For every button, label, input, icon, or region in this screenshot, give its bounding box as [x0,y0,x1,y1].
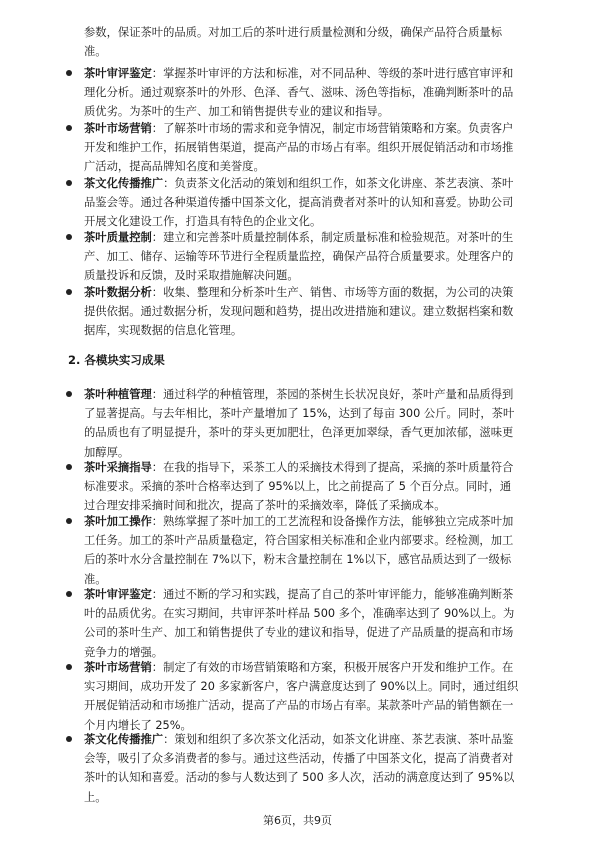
item-text [84,119,562,177]
item-title: 茶叶市场营销 [84,122,152,135]
text-line: 会等，吸引了众多消费者的参与。通过这些活动，传播了中国茶文化，提高了消费者对 [84,752,514,766]
text-line: 了显著提高。与去年相比，茶叶产量增加了 15%，达到了每亩 300 公斤。同时，茶叶 [84,407,515,421]
text-line: 过合理安排采摘时间和批次，提高了茶叶的采摘效率，降低了采摘成本。 [84,499,446,513]
text-line: 标准要求。采摘的茶叶合格率达到了 95%以上，比之前提高了 5 个百分点。同时，通 [84,480,512,494]
text-line: 据库，实现数据的信息化管理。 [84,324,243,338]
item-text [84,585,562,662]
bullet-dot-icon [66,518,72,524]
item-separator: ： [151,286,164,299]
item-text [84,228,562,286]
item-separator: ： [151,231,164,244]
item-separator: ： [151,588,164,601]
bullet-item-processing [57,512,562,589]
item-separator: ： [163,733,175,746]
item-title: 茶叶审评鉴定 [84,588,152,601]
item-title: 茶文化传播推广 [84,177,164,190]
text-line: 的品质也有了明显提升，茶叶的芽头更加肥壮，色泽更加翠绿，香气更加浓郁，滋味更 [84,426,514,440]
text-line: 制定了有效的市场营销策略和方案，积极开展客户开发和维护工作。在 [163,661,514,674]
bullet-item-quality [57,228,562,286]
text-line: 叶的品质优劣。在实习期间，共审评茶叶样品 500 多个，准确率达到了 90%以上。为 [84,607,515,621]
text-line: 竞争力的增强。 [84,645,164,659]
bullet-dot-icon [66,125,72,131]
bullet-item-sales [57,658,562,735]
text-line: 建立和完善茶叶质量控制体系，制定质量标准和检验规范。对茶叶的生 [163,231,514,244]
bullet-item-picking [57,458,562,516]
item-separator: ： [151,515,164,528]
item-title: 茶叶采摘指导 [84,461,152,474]
item-title: 茶叶质量控制 [84,231,152,244]
text-line: 开展文化建设工作，打造具有特色的企业文化。 [84,215,322,229]
bullet-item-data [57,283,562,341]
text-line: 后的茶叶水分含量控制在 7%以下，粉末含量控制在 1%以下，感官品质达到了一级标 [84,553,512,567]
text-line: 个月内增长了 25%。 [84,718,192,732]
text-line: 加醇厚。 [84,445,130,459]
item-separator: ： [151,661,164,674]
item-text [84,64,562,122]
text-line: 质量投诉和反馈，及时采取措施解决问题。 [84,269,299,283]
text-line: 公司的茶叶生产、加工和销售提供了专业的建议和指导，促进了产品质量的提高和市场 [84,626,514,640]
text-line: 策划和组织了多次茶文化活动，如茶文化讲座、茶艺表演、茶叶品鉴 [174,733,514,746]
item-text [84,512,562,589]
page-number: 第6页，共9页 [263,814,332,827]
item-text [84,730,562,807]
bullet-dot-icon [66,464,72,470]
text-line: 产、加工、储存、运输等环节进行全程质量监控，确保产品符合质量要求。处理客户的 [84,250,514,264]
text-line: 在我的指导下，采茶工人的采摘技术得到了提高，采摘的茶叶质量符合 [163,461,514,474]
item-title: 茶叶加工操作 [84,515,152,528]
item-text [84,385,562,462]
bullet-item-evaluation [57,585,562,662]
bullet-dot-icon [66,234,72,240]
text-line: 质优劣。为茶叶的生产、加工和销售提供专业的建议和指导。 [84,105,390,119]
text-line: 工任务。加工的茶叶产品质量稳定，符合国家相关标准和企业内部要求。经检测，加工 [84,534,514,548]
text-line: 理化分析。通过观察茶叶的外形、色泽、香气、滋味、汤色等指标，准确判断茶叶的品 [84,86,514,100]
text-line: 茶叶的认知和喜爱。活动的参与人数达到了 500 多人次，活动的满意度达到了 95%以 [84,771,515,785]
bullet-dot-icon [66,391,72,397]
item-separator: ： [151,122,164,135]
item-title: 茶文化传播推广 [84,733,164,746]
text-line: 负责茶文化活动的策划和组织工作，如茶文化讲座、茶艺表演、茶叶 [174,177,514,190]
text-line: 品鉴会等。通过各种渠道传播中国茶文化，提高消费者对茶叶的认知和喜爱。协助公司 [84,196,514,210]
continuation-paragraph [84,23,562,61]
item-title: 茶叶数据分析 [84,286,152,299]
bullet-dot-icon [66,70,72,76]
bullet-item-promotion [57,730,562,807]
text-line: 开发和维护工作，拓展销售渠道，提高产品的市场占有率。组织开展促销活动和市场推 [84,141,514,155]
bullet-dot-icon [66,591,72,597]
text-line: 掌握茶叶审评的方法和标准，对不同品种、等级的茶叶进行感官审评和 [163,67,514,80]
text-line: 实习期间，成功开发了 20 多家新客户，客户满意度达到了 90%以上。同时，通过组织 [84,680,519,694]
text-line: 收集、整理和分析茶叶生产、销售、市场等方面的数据，为公司的决策 [163,286,514,299]
text-line: 上。 [84,790,107,804]
text-line: 了解茶叶市场的需求和竞争情况，制定市场营销策略和方案。负责客户 [163,122,514,135]
item-separator: ： [151,388,164,401]
bullet-dot-icon [66,664,72,670]
text-line: 提供依据。通过数据分析，发现问题和趋势，提出改进措施和建议。建立数据档案和数 [84,305,514,319]
item-separator: ： [151,461,164,474]
item-separator: ： [163,177,175,190]
text-line: 通过不断的学习和实践，提高了自己的茶叶审评能力，能够准确判断茶 [163,588,514,601]
bullet-item-review [57,64,562,122]
item-text [84,658,562,735]
item-text [84,174,562,232]
bullet-item-culture [57,174,562,232]
item-text [84,283,562,341]
bullet-item-marketing [57,119,562,177]
text-line: 通过科学的种植管理，茶园的茶树生长状况良好，茶叶产量和品质得到 [163,388,514,401]
text-line: 广活动，提高品牌知名度和美誉度。 [84,160,265,174]
text-line: 熟练掌握了茶叶加工的工艺流程和设备操作方法，能够独立完成茶叶加 [163,515,514,528]
item-separator: ： [151,67,164,80]
bullet-dot-icon [66,289,72,295]
item-title: 茶叶种植管理 [84,388,152,401]
text-line: 准。 [84,45,107,59]
item-title: 茶叶市场营销 [84,661,152,674]
text-line: 参数，保证茶叶的品质。对加工后的茶叶进行质量检测和分级，确保产品符合质量标 [84,26,502,39]
item-title: 茶叶审评鉴定 [84,67,152,80]
text-line: 开展促销活动和市场推广活动，提高了产品的市场占有率。某款茶叶产品的销售额在一 [84,699,514,713]
section-heading: 2. 各模块实习成果 [68,353,165,367]
bullet-dot-icon [66,180,72,186]
item-text [84,458,562,516]
bullet-item-planting [57,385,562,462]
text-line: 准。 [84,572,107,586]
bullet-dot-icon [66,736,72,742]
